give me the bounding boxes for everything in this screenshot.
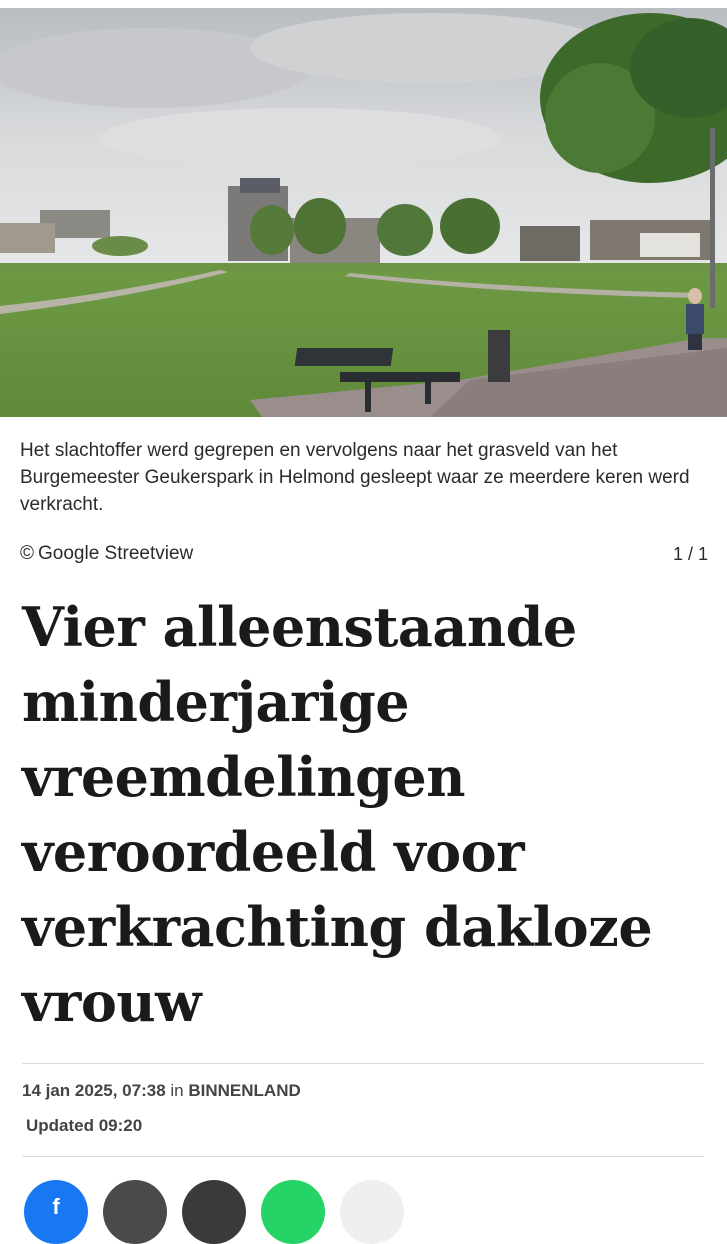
x-share-button[interactable] xyxy=(182,1180,246,1244)
share-bar xyxy=(24,1180,404,1244)
divider-top xyxy=(22,1063,704,1064)
article-headline: Vier alleenstaande minderjarige vreemdelingen veroordeeld voor verkrachting dakloze vrouw xyxy=(22,595,653,1034)
article-photo[interactable] xyxy=(0,8,727,417)
section-link[interactable]: BINNENLAND xyxy=(188,1081,301,1100)
facebook-icon: f xyxy=(52,1194,60,1219)
photo-caption: Het slachtoffer werd gegrepen en vervolgens naar het grasveld van het Burgemeester Geukerspark in Helmond gesleept waar ze meerdere keren werd verkracht. xyxy=(20,440,690,515)
article-meta xyxy=(22,1081,301,1101)
credit-text: Google Streetview xyxy=(38,543,194,564)
divider-bottom xyxy=(22,1156,704,1157)
publish-date: 14 jan 2025, 07:38 xyxy=(22,1081,166,1100)
updated-time: Updated 09:20 xyxy=(26,1116,143,1135)
top-bar xyxy=(0,0,727,8)
park-image xyxy=(0,8,727,417)
in-word: in xyxy=(170,1081,184,1100)
mail-share-button[interactable] xyxy=(340,1180,404,1244)
whatsapp-share-button[interactable] xyxy=(261,1180,325,1244)
photo-credit xyxy=(20,543,193,565)
photo-counter: 1 / 1 xyxy=(672,543,708,564)
copyright-icon: © xyxy=(20,543,34,564)
generic-share-button[interactable] xyxy=(103,1180,167,1244)
photo-credit-row xyxy=(20,540,708,568)
facebook-share-button[interactable] xyxy=(24,1180,88,1244)
